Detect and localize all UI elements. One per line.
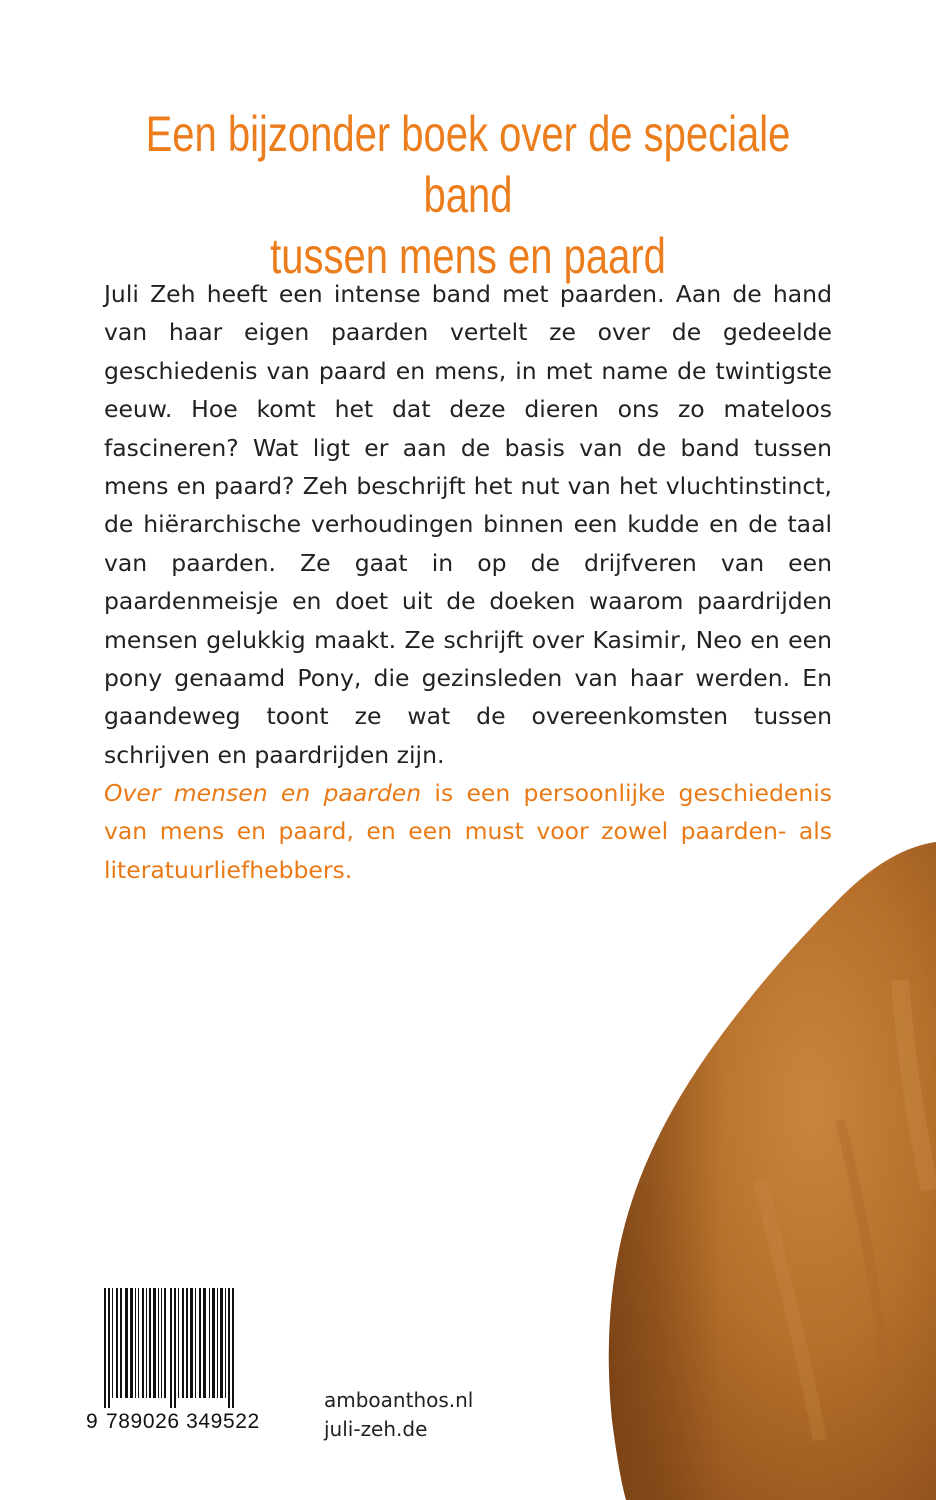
barcode-bar: [203, 1288, 206, 1398]
barcode-digits: 789026 349522: [106, 1410, 260, 1433]
barcode-bar: [195, 1288, 196, 1398]
description-paragraph: Juli Zeh heeft een intense band met paarden. Aan de hand van haar eigen paarden vertelt ze over de gedeelde geschiedenis van paard en mens, in met name de twintigste eeuw. Hoe komt het dat deze dieren ons zo mateloos fascineren? Wat ligt er aan de basis van de band tussen mens en paard? Zeh beschrijft het nut van het vluchtinstinct, de hiërarchische verhoudingen binnen een kudde en de taal van paarden. Ze gaat in op de drijfveren van een paardenmeisje en doet uit de doeken waarom paardrijden mensen gelukkig maakt. Ze schrijft over Kasimir, Neo en een pony genaamd Pony, die gezinsleden van haar werden. En gaandeweg toont ze wat de overeenkomsten tussen schrijven en paardrijden zijn.: [104, 280, 832, 769]
description-block: [104, 275, 832, 774]
barcode-bar: [212, 1288, 215, 1398]
barcode: [86, 1280, 288, 1444]
author-website: juli-zeh.de: [324, 1417, 428, 1441]
barcode-bar: [153, 1288, 156, 1398]
barcode-bar: [199, 1288, 201, 1398]
barcode-bar: [164, 1288, 166, 1398]
barcode-bar: [174, 1288, 176, 1408]
barcode-bar: [190, 1288, 193, 1398]
headline-line-1: Een bijzonder boek over de speciale band: [145, 106, 791, 223]
barcode-bar: [125, 1288, 128, 1398]
barcode-bar: [116, 1288, 118, 1398]
barcode-bar: [220, 1288, 223, 1398]
barcode-lead-digit: 9: [86, 1410, 98, 1433]
headline: [142, 104, 795, 287]
tagline-block: [104, 774, 832, 889]
barcode-bar: [232, 1288, 234, 1408]
barcode-bar: [178, 1288, 179, 1398]
barcode-bar: [108, 1288, 110, 1408]
barcode-bar: [146, 1288, 147, 1398]
tagline-paragraph: [104, 774, 832, 889]
tagline-text: is een persoonlijke geschiedenis van mens en paard, en een must voor zowel paarden- als literatuurliefhebbers.: [104, 779, 832, 884]
barcode-bar: [104, 1288, 106, 1408]
websites: [324, 1386, 473, 1444]
barcode-bar: [186, 1288, 188, 1398]
barcode-bar: [158, 1288, 159, 1398]
barcode-bar: [182, 1288, 184, 1398]
barcode-bar: [170, 1288, 172, 1408]
publisher-website: amboanthos.nl: [324, 1388, 474, 1412]
barcode-bar: [225, 1288, 226, 1398]
barcode-bar: [130, 1288, 133, 1398]
barcode-bar: [161, 1288, 162, 1398]
book-title: Over mensen en paarden: [104, 779, 422, 807]
barcode-bar: [209, 1288, 210, 1398]
barcode-bar: [149, 1288, 151, 1398]
barcode-bar: [138, 1288, 139, 1398]
barcode-bar: [217, 1288, 218, 1398]
barcode-bar: [142, 1288, 144, 1398]
barcode-bar: [135, 1288, 136, 1398]
barcode-bar: [228, 1288, 230, 1408]
headline-line-2: tussen mens en paard: [270, 228, 666, 284]
barcode-bar: [112, 1288, 113, 1398]
barcode-bars: [102, 1288, 288, 1408]
barcode-bar: [120, 1288, 122, 1398]
